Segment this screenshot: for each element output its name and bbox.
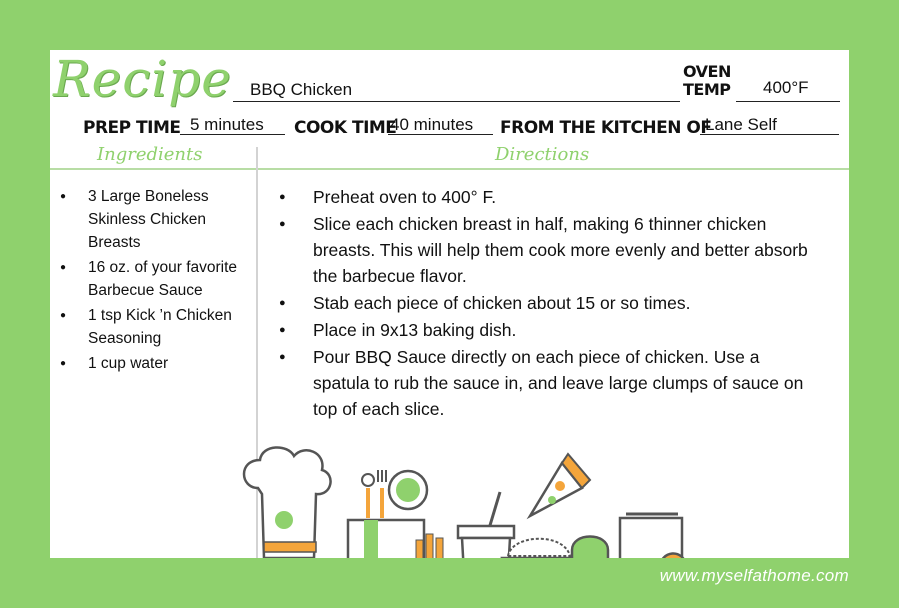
drink-cup-icon (458, 492, 514, 558)
ingredients-panel (50, 185, 253, 377)
ingredient-item: ● 3 Large Boneless Skinless Chicken Breasts (50, 185, 253, 254)
website-url: www.myselfathome.com (659, 566, 849, 585)
directions-list (260, 184, 820, 422)
food-illustration (230, 408, 690, 558)
direction-step: ● Preheat oven to 400° F. (260, 184, 820, 210)
ingredients-heading: Ingredients (97, 144, 203, 165)
direction-step: ● Slice each chicken breast in half, making 6 thinner chicken breasts. This will help them cook more evenly and better absorb the barbecue flavor. (260, 211, 820, 289)
oven-temp-label (683, 63, 731, 99)
pizza-slice-icon (530, 454, 590, 516)
utensils-icon (362, 470, 386, 518)
chef-hat-icon (244, 447, 331, 558)
kitchen-of-value: Lane Self (705, 115, 777, 134)
prep-time-value: 5 minutes (190, 115, 264, 134)
oven-label-line1: OVEN (683, 62, 731, 81)
rice-bowl-icon (502, 539, 576, 558)
recipe-logo: Recipe (53, 50, 232, 108)
directions-heading: Directions (495, 144, 590, 165)
direction-step: ● Pour BBQ Sauce directly on each piece of chicken. Use a spatula to rub the sauce in, and leave large clumps of sauce on top of each slice. (260, 344, 820, 422)
ingredient-item: ● 1 tsp Kick ’n Chicken Seasoning (50, 304, 253, 350)
ingredient-item: ● 1 cup water (50, 352, 253, 375)
oven-label-line2: TEMP (683, 80, 731, 99)
popsicle-icon (572, 537, 608, 559)
cookbook-icon (348, 520, 424, 558)
pot-icon (620, 514, 682, 558)
ingredient-item: ● 16 oz. of your favorite Barbecue Sauce (50, 256, 253, 302)
kitchen-of-label: FROM THE KITCHEN OF (500, 118, 712, 138)
direction-step: ● Place in 9x13 baking dish. (260, 317, 820, 343)
ingredients-list (50, 185, 253, 375)
recipe-card (50, 50, 849, 558)
oven-temp-value: 400°F (763, 78, 809, 97)
directions-panel (260, 184, 820, 423)
cook-time-value: 40 minutes (390, 115, 474, 134)
prep-time-label: PREP TIME (83, 118, 181, 138)
plate-icon (389, 471, 427, 509)
recipe-name: BBQ Chicken (250, 80, 353, 99)
section-divider (50, 168, 849, 170)
direction-step: ● Stab each piece of chicken about 15 or so times. (260, 290, 820, 316)
cook-time-label: COOK TIME (294, 118, 397, 138)
